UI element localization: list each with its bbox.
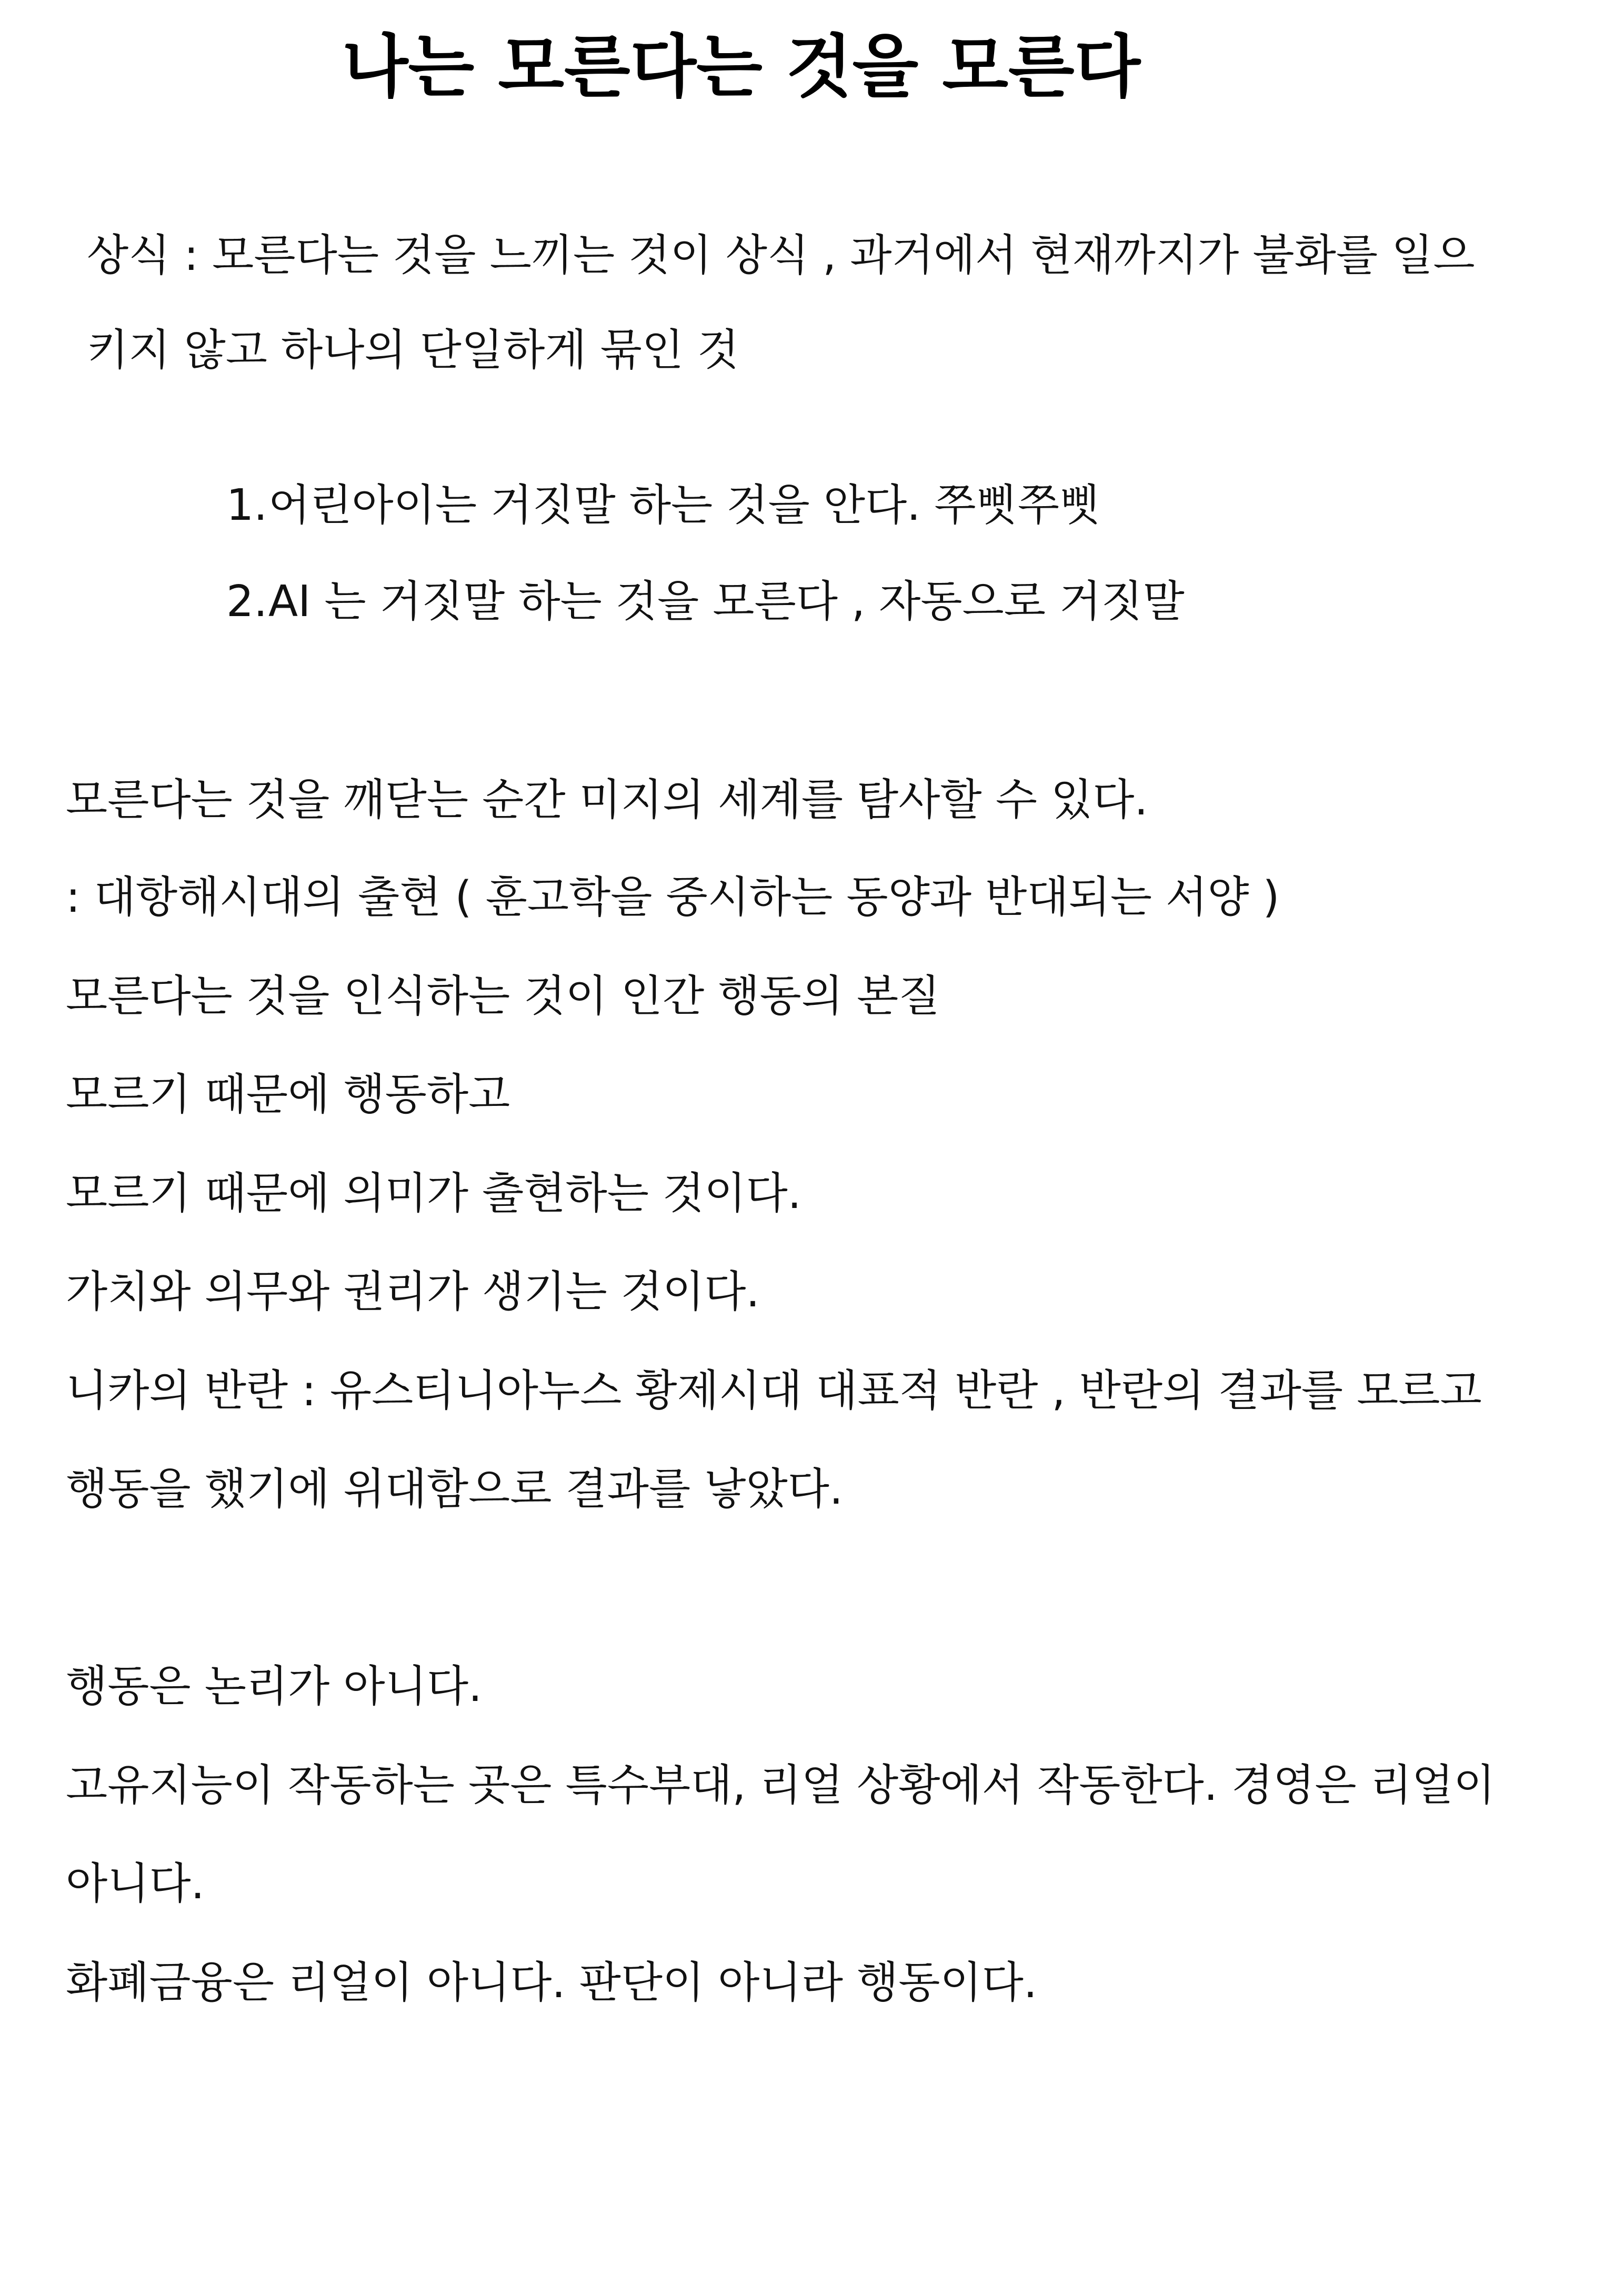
- paragraph-line: 아니다.: [66, 1859, 205, 1909]
- list-item: [226, 480, 1101, 530]
- list-item-text: 어린아이는 거짓말 하는 것을 안다. 쭈삣쭈삣: [268, 480, 1101, 530]
- paragraph-line: 모르기 때문에 행동하고: [66, 1070, 510, 1120]
- paragraph-line: 행동을 했기에 위대함으로 결과를 낳았다.: [66, 1464, 843, 1514]
- list-item-number: 2.: [226, 577, 268, 627]
- paragraph-line: 모른다는 것을 인식하는 것이 인간 행동의 본질: [66, 971, 940, 1021]
- list-item-text: AI 는 거짓말 하는 것을 모른다 , 자동으로 거짓말: [268, 577, 1185, 627]
- paragraph-line: 니카의 반란 : 유스티니아누스 황제시대 대표적 반란 , 반란의 결과를 모르고: [66, 1366, 1482, 1416]
- document-title: 나는 모른다는 것을 모른다: [342, 27, 1141, 107]
- paragraph-line: 모르기 때문에 의미가 출현하는 것이다.: [66, 1169, 801, 1219]
- paragraph-line: 고유지능이 작동하는 곳은 특수부대, 리얼 상황에서 작동한다. 경영은 리얼이: [66, 1760, 1496, 1810]
- list-item: [226, 577, 1185, 627]
- common-sense-line-2: 키지 않고 하나의 단일하게 묶인 것: [87, 325, 739, 375]
- paragraph-line: : 대항해시대의 출현 ( 훈고학을 중시하는 동양과 반대되는 서양 ): [66, 872, 1280, 922]
- common-sense-line-1: 상식 : 모른다는 것을 느끼는 것이 상식 , 과거에서 현재까지가 불화를 일으: [87, 230, 1475, 280]
- paragraph-line: 가치와 의무와 권리가 생기는 것이다.: [66, 1267, 760, 1317]
- paragraph-line: 행동은 논리가 아니다.: [66, 1661, 483, 1711]
- paragraph-line: 모른다는 것을 깨닫는 순간 미지의 세계를 탐사할 수 있다.: [66, 775, 1148, 825]
- paragraph-line: 화폐금융은 리얼이 아니다. 판단이 아니라 행동이다.: [66, 1958, 1037, 2008]
- list-item-number: 1.: [226, 480, 268, 530]
